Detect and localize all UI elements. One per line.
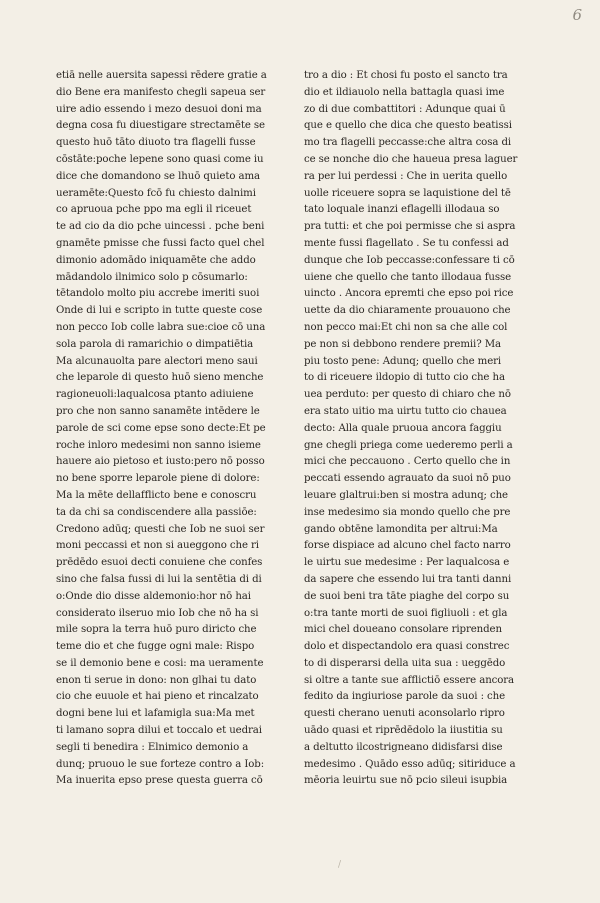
text-line: tētandolo molto piu accrebe imeriti suoi [56,288,260,300]
text-line: ragioneuoli:laqualcosa ptanto adiuiene [56,389,254,401]
text-line: uiene che quello che tanto illodaua fusse [304,271,512,283]
text-line: se il demonio bene e cosi: ma ueramente [56,657,264,669]
text-line: questi cherano uenuti aconsolarlo ripro [304,708,505,720]
text-line: o:tra tante morti de suoi figliuoli : et gla [304,607,508,619]
text-line: uire adio essendo i mezo desuoi doni ma [56,103,262,115]
text-line: dolo et dispectandolo era quasi constrec [304,641,510,653]
text-line: Credono adūq; questi che Iob ne suoi ser [56,523,265,535]
text-line: Ma alcunauolta pare alectori meno saui [56,355,258,367]
text-line: no bene sporre leparole piene di dolore: [56,473,260,485]
text-line: o:Onde dio disse aldemonio:hor nō hai [56,590,251,602]
text-line: forse dispiace ad alcuno chel facto narro [304,540,511,552]
text-line: da sapere che essendo lui tra tanti danni [304,573,512,585]
text-line: tro a dio : Et chosi fu posto el sancto tra [304,70,508,81]
text-line: co apruoua pche ppo ma egli il riceuet [56,204,252,216]
text-line: dogni bene lui et lafamigla sua:Ma met [56,708,255,720]
text-line: enon ti serue in dono: non glhai tu dato [56,674,257,686]
text-line: mile sopra la terra huō puro diricto che [56,624,257,636]
text-line: medesimo . Quādo esso adūq; sitiriduce a [304,758,516,770]
text-line: mādandolo ilnimico solo p cōsumarlo: [56,271,248,283]
text-line: cio che euuole et hai pieno et rincalzato [56,691,259,703]
text-line: uincto . Ancora epremti che epso poi rice [304,288,514,300]
text-line: mēoria leuirtu sue nō pcio sileui isupbia [304,775,508,787]
text-line: leuare glaltrui:ben si mostra adunq; che [304,489,508,501]
text-line: ti lamano sopra dilui et toccalo et uedrai [56,725,262,737]
text-line: Onde di lui e scripto in tutte queste cose [56,305,263,317]
text-line: to di disperarsi della uita sua : ueggēdo [304,657,506,669]
text-line: teme dio et che fugge ogni male: Rispo [56,641,255,653]
text-line: dunq; pruouo le sue forteze contro a Iob: [56,758,265,770]
text-line: ce se nonche dio che haueua presa laguer [304,153,518,165]
text-line: mici che peccauono . Certo quello che in [304,456,511,468]
text-line: pro che non sanno sanamēte intēdere le [56,405,260,417]
text-line: roche inloro medesimi non sanno isieme [56,439,261,451]
text-line: te ad cio da dio pche uincessi . pche beni [56,221,265,233]
text-line: non pecco mai:Et chi non sa che alle col [304,321,508,333]
folio-number: 6 [572,6,582,24]
text-line: zo di due combattitori : Adunque quai ū [304,103,506,115]
text-line: piu tosto pene: Adunq; quello che meri [304,355,502,367]
text-line: gne chegli priega come uederemo perli a [304,439,513,451]
text-line: dio Bene era manifesto chegli sapeua ser [56,86,266,98]
text-line: uādo quasi et riprēdēdolo la iiustitia su [304,725,503,737]
text-line: cōstāte:poche lepene sono quasi come iu [56,153,264,165]
text-line: peccati essendo agrauato da suoi nō puo [304,473,511,485]
text-line: questo huō tāto diuoto tra flagelli fusse [56,137,256,149]
text-line: era stato uitio ma uirtu tutto cio chauea [304,405,507,417]
text-line: considerato ilseruo mio Iob che nō ha si [56,607,259,619]
text-line: mici chel doueano consolare riprenden [304,624,502,636]
left-text-column [56,68,284,790]
text-line: si oltre a tante sue afflictiō essere ancora [304,674,515,686]
text-line: ra per lui perdessi : Che in uerita quello [304,170,508,182]
text-line: ta da chi sa condiscendere alla passiōe: [56,506,257,518]
text-line: Ma la mēte dellafflicto bene e conoscru [56,489,257,501]
text-line: to di riceuere ildopio di tutto cio che ha [304,372,505,384]
text-line: tato loquale inanzi eflagelli illodaua so [304,204,500,216]
text-line: dice che domandono se lhuō quieto ama [56,170,261,182]
text-line: prēdēdo esuoi decti conuiene che confes [56,557,263,569]
text-line: inse medesimo sia mondo quello che pre [304,506,511,518]
text-line: parole de sci come epse sono decte:Et pe [56,422,266,434]
text-line: le uirtu sue medesime : Per laqualcosa e [304,557,510,569]
text-line: decto: Alla quale pruoua ancora faggiu [304,422,502,434]
right-text-column [304,68,536,790]
text-line: degna cosa fu diuestigare strectamēte se [56,120,265,132]
text-line: ueramēte:Questo fcō fu chiesto dalnimi [56,187,256,199]
text-line: mente fussi flagellato . Se tu confessi ad [304,237,509,249]
text-line: mo tra flagelli peccasse:che altra cosa di [304,137,512,149]
text-line: de suoi beni tra tāte piaghe del corpo su [304,590,510,602]
text-line: pe non si debbono rendere premii? Ma [304,338,502,350]
text-line: hauere aio pietoso et iusto:pero nō posso [56,456,265,468]
text-line: sino che falsa fussi di lui la sentētia di di [56,573,262,585]
text-line: non pecco Iob colle labra sue:cioe cō una [56,321,266,333]
text-line: dunque che Iob peccasse:confessare ti cō [304,254,515,266]
text-line: etiā nelle auersita sapessi rēdere gratie a [56,70,267,81]
text-line: Ma inuerita epso prese questa guerra cō [56,775,263,787]
text-line: fedito da ingiuriose parole da suoi : che [304,691,506,703]
bottom-mark: / [338,860,342,870]
text-line: sola parola di ramarichio o dimpatiētia [56,338,254,350]
text-line: uea perduto: per questo di chiaro che nō [304,389,511,401]
text-line: uette da dio chiaramente prouauono che [304,305,511,317]
text-line: a deltutto ilcostrigneano didisfarsi dise [304,741,503,753]
text-line: gnamēte pmisse che fussi facto quel chel [56,237,265,249]
text-line: dimonio adomādo iniquamēte che addo [56,254,256,266]
text-line: moni peccassi et non si aueggono che ri [56,540,259,552]
text-line: segli ti benedira : Elnimico demonio a [56,741,249,753]
text-line: que e quello che dica che questo beatissi [304,120,512,132]
text-line: gando obtēne lamondita per altrui:Ma [304,523,498,535]
text-line: dio et ildiauolo nella battagla quasi ime [304,86,505,98]
text-line: pra tutti: et che poi permisse che si aspra [304,221,516,233]
text-line: uolle riceuere sopra se laquistione del tē [304,187,511,199]
text-line: che leparole di questo huō sieno menche [56,372,264,384]
